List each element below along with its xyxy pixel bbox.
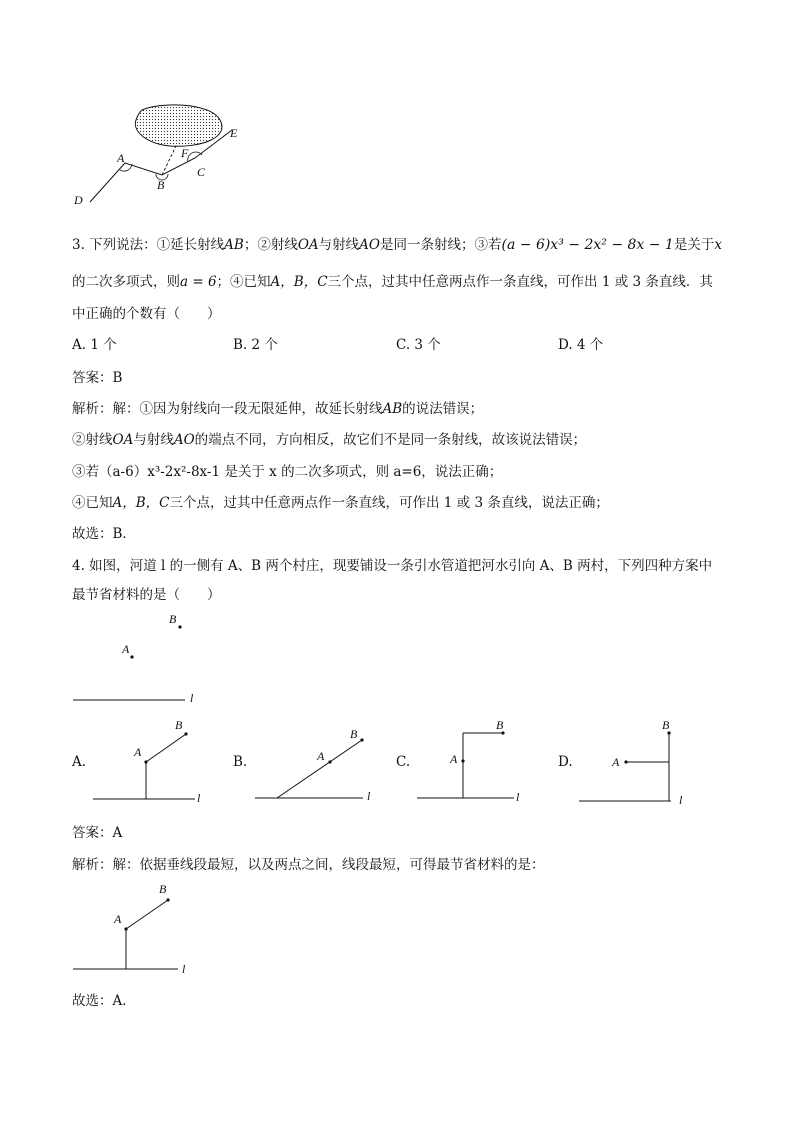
q3-option-a: A. 1 个 — [72, 337, 117, 353]
q4-option-a-figure — [90, 712, 215, 807]
svg-text:A: A — [114, 912, 122, 926]
q3-explanation-4: ④已知A，B，C三个点，过其中任意两点作一条直线，可作出 1 或 3 条直线，说法正确； — [72, 495, 609, 511]
q4-option-a-label: A. — [72, 754, 87, 770]
q4-option-d-figure — [576, 713, 696, 808]
q4-explanation-figure — [70, 878, 200, 978]
svg-text:B: B — [496, 718, 504, 732]
svg-text:l: l — [190, 691, 194, 705]
q4-line-1: 4. 如图，河道 l 的一侧有 A、B 两个村庄，现要铺设一条引水管道把河水引向 A、B 两村，下列四种方案中 — [72, 558, 713, 574]
svg-text:A: A — [450, 752, 458, 766]
dotted-blob — [135, 105, 222, 146]
svg-text:B: B — [159, 882, 167, 896]
q4-line-2: 最节省材料的是（ ） — [72, 587, 221, 603]
svg-text:B: B — [175, 718, 183, 732]
svg-text:l: l — [516, 790, 520, 804]
label-B: B — [157, 178, 165, 192]
label-D: D — [74, 193, 83, 207]
svg-text:A: A — [317, 749, 325, 763]
label-E: E — [230, 126, 238, 140]
q3-explanation-2: ②射线OA与射线AO的端点不同，方向相反，故它们不是同一条射线，故该说法错误； — [72, 432, 587, 448]
q4-option-c-figure — [414, 715, 534, 805]
q3-option-d: D. 4 个 — [558, 337, 604, 353]
q4-main-figure — [70, 605, 210, 710]
label-C: C — [197, 165, 206, 179]
svg-text:l: l — [367, 789, 371, 803]
q3-line-3: 中正确的个数有（ ） — [72, 306, 221, 322]
q4-option-c-label: C. — [396, 754, 411, 770]
svg-text:A: A — [134, 745, 142, 759]
svg-text:B: B — [350, 727, 358, 741]
q3-answer: 答案：B — [72, 370, 123, 386]
polynomial-expression: (a − 6)x³ − 2x² − 8x − 1 — [501, 237, 674, 253]
label-A: A — [117, 151, 125, 165]
svg-text:A: A — [122, 642, 130, 656]
q3-option-b: B. 2 个 — [233, 337, 278, 353]
q4-option-d-label: D. — [558, 754, 573, 770]
svg-text:B: B — [169, 612, 177, 626]
label-F: F — [181, 146, 189, 160]
q4-explanation: 解析：解：依据垂线段最短，以及两点之间，线段最短，可得最节省材料的是： — [72, 857, 545, 873]
top-figure — [70, 100, 270, 210]
svg-text:A: A — [612, 755, 620, 769]
q3-explanation-1: 解析：解：①因为射线向一段无限延伸，故延长射线AB的说法错误； — [72, 401, 484, 417]
q3-option-c: C. 3 个 — [396, 337, 441, 353]
q4-option-b-label: B. — [233, 754, 248, 770]
svg-text:l: l — [679, 793, 683, 807]
svg-text:B: B — [662, 718, 670, 732]
q3-explanation-3: ③若（a-6）x³-2x²-8x-1 是关于 x 的二次多项式，则 a=6，说法正确； — [72, 464, 503, 480]
q4-conclusion: 故选：A． — [72, 993, 136, 1009]
q3-conclusion: 故选：B． — [72, 526, 136, 542]
q3-line-2: 的二次多项式，则a = 6；④已知A，B，C三个点，过其中任意两点作一条直线，可作出 1 或 3 条直线．其 — [72, 274, 713, 290]
q4-option-b-figure — [252, 722, 382, 807]
svg-text:l: l — [182, 962, 186, 976]
q4-answer: 答案：A — [72, 825, 123, 841]
svg-text:l: l — [197, 791, 201, 805]
q3-line-1: 3. 下列说法：①延长射线AB；②射线OA与射线AO是同一条射线；③若(a − 6)x³ − 2x² − 8x − 1是关于x — [72, 237, 722, 253]
